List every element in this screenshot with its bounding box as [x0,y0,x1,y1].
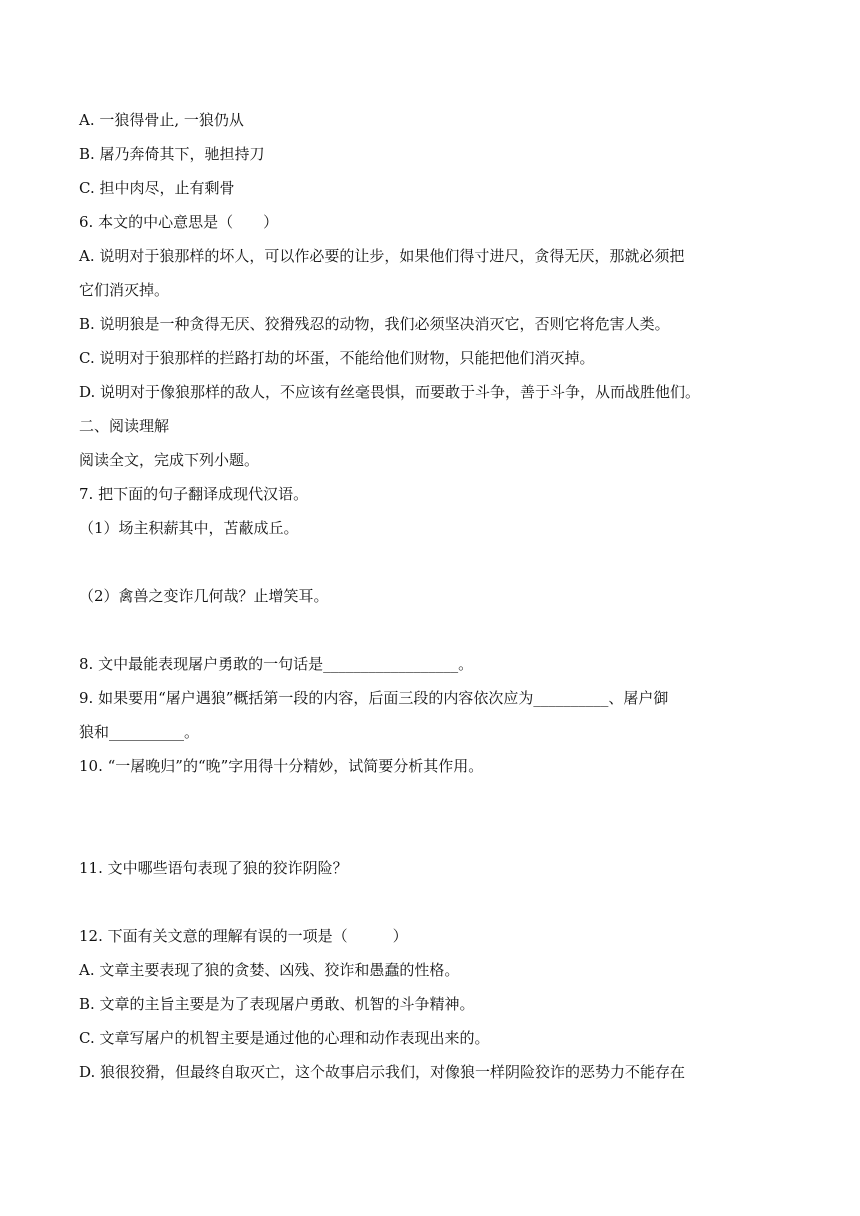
question-7-part-1: （1）场主积薪其中，苫蔽成丘。 [79,519,299,537]
option-12c: C. 文章写屠户的机智主要是通过他的心理和动作表现出来的。 [79,1029,490,1047]
question-7-part-2: （2）禽兽之变诈几何哉？止增笑耳。 [79,587,329,605]
section-heading-reading: 二、阅读理解 [79,417,170,435]
option-12a: A. 文章主要表现了狼的贪婪、凶残、狡诈和愚蠢的性格。 [79,961,460,979]
option-6b: B. 说明狼是一种贪得无厌、狡猾残忍的动物，我们必须坚决消灭它，否则它将危害人类。 [79,315,670,333]
question-12: 12. 下面有关文意的理解有误的一项是（ ） [79,927,408,945]
option-6c: C. 说明对于狼那样的拦路打劫的坏蛋，不能给他们财物，只能把他们消灭掉。 [79,349,595,367]
question-9-cont: 狼和__________。 [79,723,200,741]
option-6a-cont: 它们消灭掉。 [79,281,170,299]
reading-instruction: 阅读全文，完成下列小题。 [79,451,260,469]
question-8: 8. 文中最能表现屠户勇敢的一句话是__________________。 [79,655,474,673]
question-11: 11. 文中哪些语句表现了狼的狡诈阴险？ [79,859,348,877]
option-12b: B. 文章的主旨主要是为了表现屠户勇敢、机智的斗争精神。 [79,995,475,1013]
option-6a: A. 说明对于狼那样的坏人，可以作必要的让步，如果他们得寸进尺，贪得无厌，那就必须把 [79,247,685,265]
question-9: 9. 如果要用“屠户遇狼”概括第一段的内容，后面三段的内容依次应为__________、屠户御 [79,689,669,707]
option-6d: D. 说明对于像狼那样的敌人，不应该有丝毫畏惧，而要敢于斗争，善于斗争，从而战胜他们。 [79,383,701,401]
option-5a: A. 一狼得骨止, 一狼仍从 [79,111,244,129]
option-5c: C. 担中肉尽，止有剩骨 [79,179,235,197]
option-5b: B. 屠乃奔倚其下，驰担持刀 [79,145,265,163]
question-6: 6. 本文的中心意思是（ ） [79,213,279,231]
question-10: 10. “一屠晚归”的“晚”字用得十分精妙，试简要分析其作用。 [79,757,484,775]
option-12d: D. 狼很狡猾，但最终自取灭亡，这个故事启示我们，对像狼一样阴险狡诈的恶势力不能存在 [79,1063,686,1081]
question-7: 7. 把下面的句子翻译成现代汉语。 [79,485,309,503]
